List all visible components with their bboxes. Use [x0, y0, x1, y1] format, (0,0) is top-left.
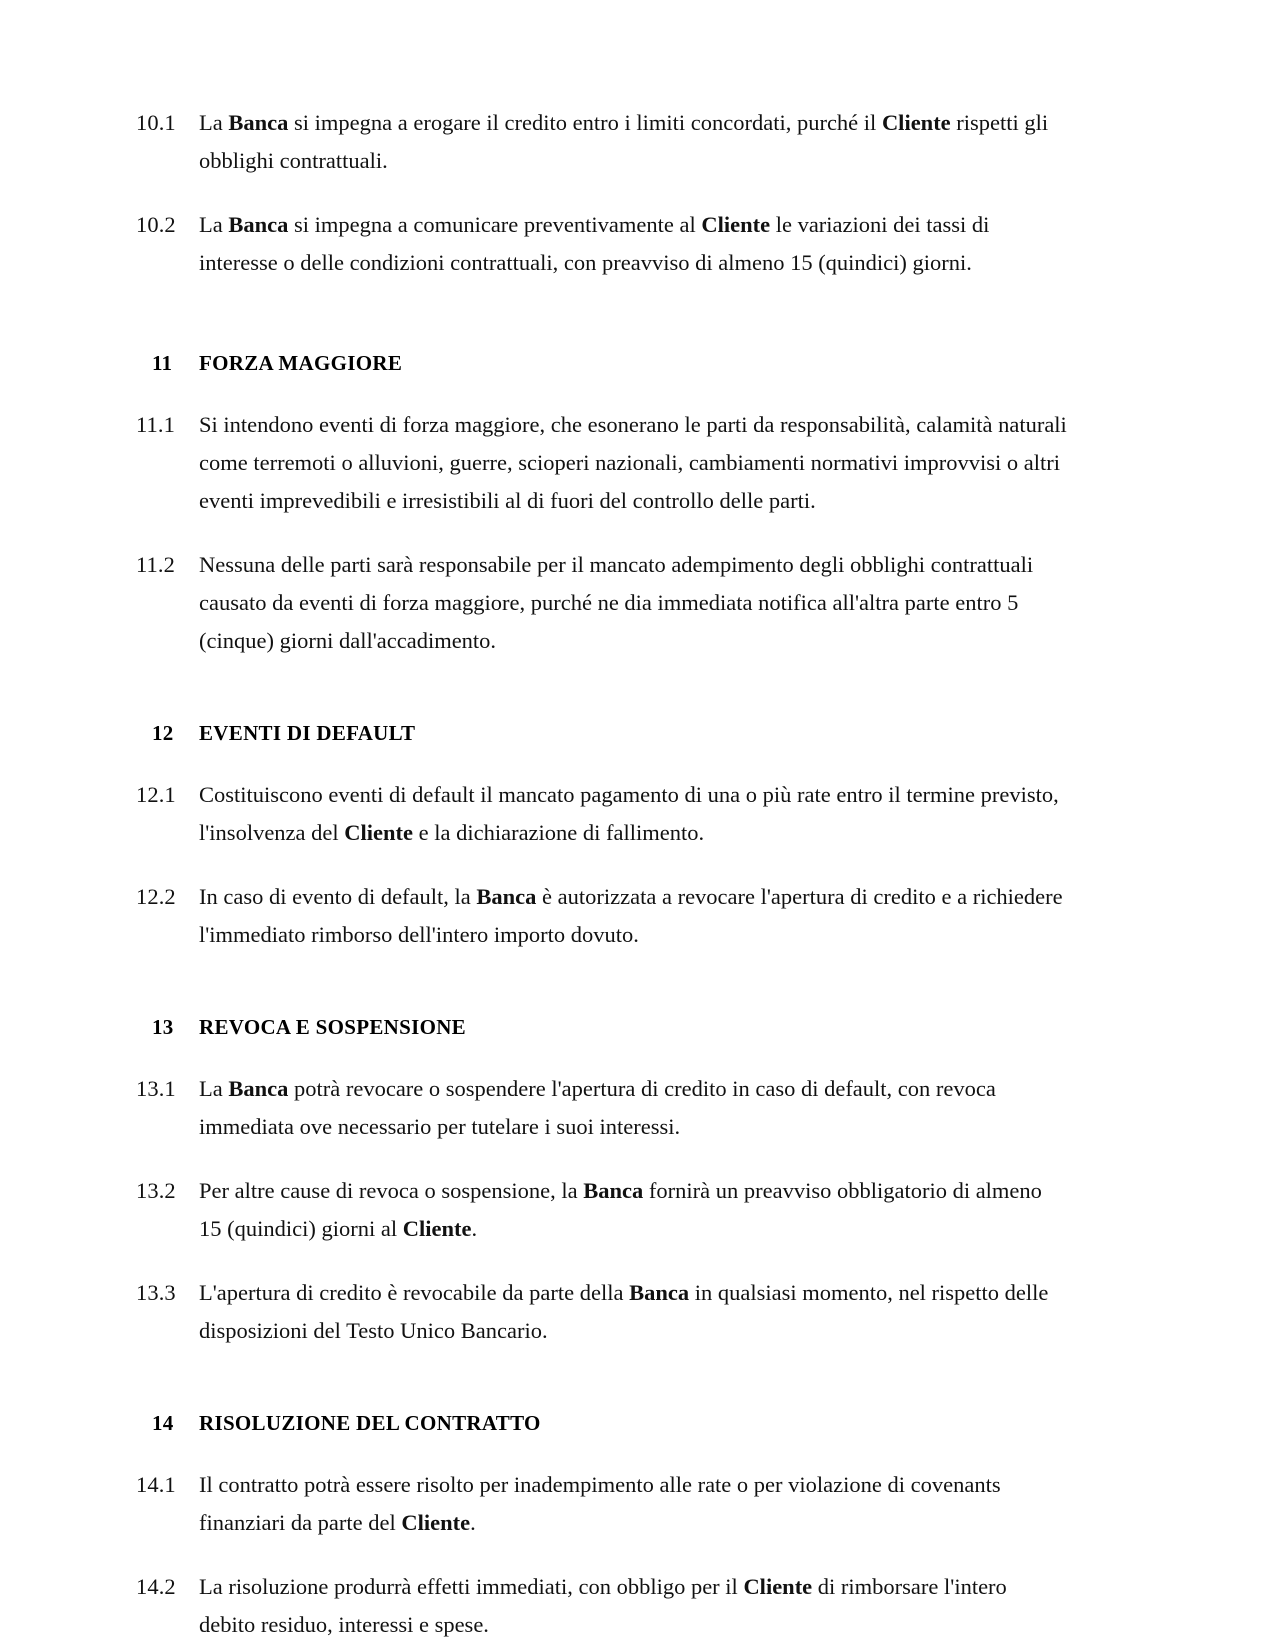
clause-item	[136, 1568, 1068, 1644]
text-run: Per altre cause di revoca o sospensione, la	[199, 1178, 584, 1203]
section-heading-number: 12	[152, 721, 174, 745]
text-run: potrà revocare o sospendere l'apertura di credito in caso di default, con revoca immediata ove necessario per tutelare i suoi interessi.	[199, 1076, 996, 1139]
clause-item	[136, 406, 1068, 520]
text-run: si impegna a comunicare preventivamente al	[288, 212, 702, 237]
clause-number: 13.3	[136, 1280, 176, 1305]
emphasis-term: Cliente	[701, 212, 771, 237]
text-run: rispetti gli obblighi contrattuali.	[199, 110, 1049, 173]
clause-text	[199, 1172, 1068, 1248]
clause-number: 13.1	[136, 1076, 176, 1101]
clause-item	[136, 1466, 1068, 1542]
emphasis-term: Cliente	[344, 820, 413, 845]
emphasis-term: Cliente	[401, 1510, 471, 1535]
text-run: e la dichiarazione di fallimento.	[413, 820, 705, 845]
section-heading	[136, 1012, 1068, 1042]
text-run: in qualsiasi momento, nel rispetto delle disposizioni del Testo Unico Bancario.	[199, 1280, 1049, 1343]
clause-number: 10.2	[136, 212, 176, 237]
clause-item	[136, 878, 1068, 954]
text-run: La	[199, 1076, 229, 1101]
text-run: .	[471, 1216, 478, 1241]
section-heading-title: RISOLUZIONE DEL CONTRATTO	[199, 1411, 541, 1435]
clause-text	[199, 1568, 1068, 1644]
section-heading-title: REVOCA E SOSPENSIONE	[199, 1015, 466, 1039]
document-body	[136, 104, 1068, 1650]
section-heading-title: EVENTI DI DEFAULT	[199, 721, 416, 745]
emphasis-term: Cliente	[743, 1574, 813, 1599]
clause-text	[199, 206, 1068, 282]
clause-text	[199, 104, 1068, 180]
clause-number: 14.1	[136, 1472, 176, 1497]
section-heading	[136, 718, 1068, 748]
emphasis-term: Cliente	[402, 1216, 472, 1241]
text-run: fornirà un preavviso obbligatorio di almeno 15 (quindici) giorni al	[199, 1178, 1042, 1241]
text-run: In caso di evento di default, la	[199, 884, 477, 909]
clause-item	[136, 1274, 1068, 1350]
text-run: Il contratto potrà essere risolto per inadempimento alle rate o per violazione di covenants finanziari da parte del	[199, 1472, 1001, 1535]
section-heading-title: FORZA MAGGIORE	[199, 351, 403, 375]
clause-text	[199, 1070, 1068, 1146]
clause-item	[136, 1172, 1068, 1248]
text-run: La	[199, 212, 229, 237]
text-run: La risoluzione produrrà effetti immediati, con obbligo per il	[199, 1574, 744, 1599]
clause-text	[199, 546, 1068, 660]
clause-text	[199, 878, 1068, 954]
text-run: L'apertura di credito è revocabile da parte della	[199, 1280, 630, 1305]
emphasis-term: Banca	[228, 212, 289, 237]
emphasis-term: Banca	[228, 110, 289, 135]
section-heading	[136, 1408, 1068, 1438]
clause-item	[136, 206, 1068, 282]
emphasis-term: Banca	[228, 1076, 289, 1101]
clause-number: 13.2	[136, 1178, 176, 1203]
clause-text	[199, 1274, 1068, 1350]
section-heading-number: 13	[152, 1015, 174, 1039]
text-run: si impegna a erogare il credito entro i limiti concordati, purché il	[288, 110, 882, 135]
clause-number: 10.1	[136, 110, 176, 135]
text-run: di rimborsare l'intero debito residuo, interessi e spese.	[199, 1574, 1007, 1637]
text-run: La	[199, 110, 229, 135]
text-run: Nessuna delle parti sarà responsabile per il mancato adempimento degli obblighi contrattuali causato da eventi di forza maggiore, purché ne dia immediata notifica all'altra parte entro 5 (cinque) giorni dall'accadimento.	[199, 552, 1034, 653]
clause-item	[136, 1070, 1068, 1146]
emphasis-term: Banca	[583, 1178, 644, 1203]
clause-number: 12.2	[136, 884, 176, 909]
clause-item	[136, 104, 1068, 180]
section-heading-number: 11	[152, 351, 173, 375]
text-run: Si intendono eventi di forza maggiore, che esonerano le parti da responsabilità, calamità naturali come terremoti o alluvioni, guerre, scioperi nazionali, cambiamenti normativi improvvisi o altri eventi imprevedibili e irresistibili al di fuori del controllo delle parti.	[199, 412, 1067, 513]
clause-number: 12.1	[136, 782, 176, 807]
text-run: le variazioni dei tassi di interesse o delle condizioni contrattuali, con preavviso di almeno 15 (quindici) giorni.	[199, 212, 990, 275]
clause-number: 14.2	[136, 1574, 176, 1599]
section-heading-number: 14	[152, 1411, 174, 1435]
clause-number: 11.2	[136, 552, 175, 577]
clause-item	[136, 546, 1068, 660]
text-run: è autorizzata a revocare l'apertura di credito e a richiedere l'immediato rimborso dell'intero importo dovuto.	[199, 884, 1063, 947]
section-heading	[136, 348, 1068, 378]
clause-text	[199, 406, 1068, 520]
clause-text	[199, 1466, 1068, 1542]
clause-item	[136, 776, 1068, 852]
clause-number: 11.1	[136, 412, 175, 437]
emphasis-term: Cliente	[881, 110, 951, 135]
clause-text	[199, 776, 1068, 852]
text-run: .	[470, 1510, 476, 1535]
emphasis-term: Banca	[476, 884, 537, 909]
emphasis-term: Banca	[629, 1280, 690, 1305]
text-run: Costituiscono eventi di default il mancato pagamento di una o più rate entro il termine previsto, l'insolvenza del	[199, 782, 1059, 845]
